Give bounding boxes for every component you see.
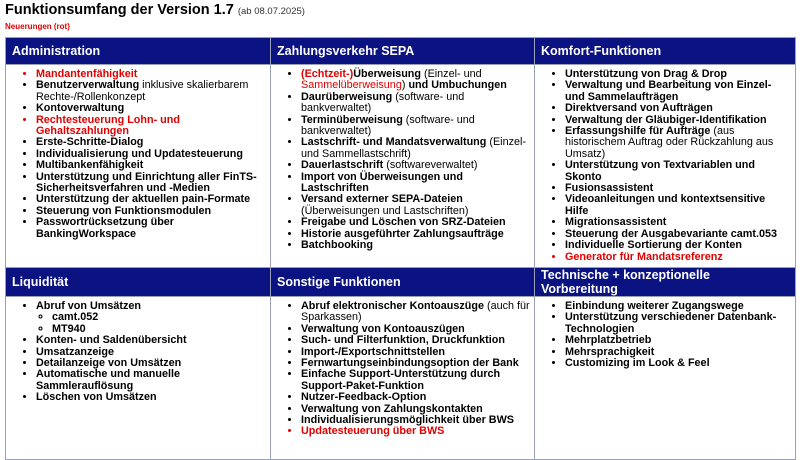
list-item: • Verwaltung von Zahlungskontakten xyxy=(301,404,530,415)
technische-list xyxy=(535,297,795,373)
list-item: • Unterstützung von Drag & Drop xyxy=(565,69,791,80)
administration-list xyxy=(6,65,270,244)
sub-item-mt940: ◦ MT940 xyxy=(52,324,266,335)
list-item: • Automatische und manuelle Sammlerauflösung xyxy=(36,369,266,392)
list-item: • Verwaltung und Bearbeitung von Einzel- und Sammelaufträgen xyxy=(565,80,791,103)
list-item: • Import von Überweisungen und Lastschriften xyxy=(301,172,530,195)
list-item: • Einbindung weiterer Zugangswege xyxy=(565,301,791,312)
header-row-1 xyxy=(6,38,796,65)
list-item: • Individualisierungsmöglichkeit über BWS xyxy=(301,415,530,426)
sonstige-header: Sonstige Funktionen xyxy=(271,267,535,296)
list-item: • Dauerlastschrift (softwareverwaltet) xyxy=(301,160,530,171)
header-row-2 xyxy=(6,267,796,296)
list-item: • Fusionsassistent xyxy=(565,183,791,194)
list-item: • Videoanleitungen und kontextsensitive Hilfe xyxy=(565,194,791,217)
list-item: • Erfassungshilfe für Aufträge (aus historischem Auftrag oder Rückzahlung aus Umsatz) xyxy=(565,126,791,160)
liquiditaet-header: Liquidität xyxy=(6,267,271,296)
list-item: • Multibankenfähigkeit xyxy=(36,160,266,171)
administration-header: Administration xyxy=(6,38,271,65)
liquiditaet-sublist xyxy=(36,312,266,335)
zahlungsverkehr-header: Zahlungsverkehr SEPA xyxy=(271,38,535,65)
list-item: • Verwaltung der Gläubiger-Identifikation xyxy=(565,115,791,126)
list-item: • Customizing im Look & Feel xyxy=(565,358,791,369)
legend-new-features: Neuerungen (rot) xyxy=(5,22,70,31)
content-row-2 xyxy=(6,296,796,459)
list-item: • Daurüberweisung (software- und bankverwaltet) xyxy=(301,92,530,115)
list-item: • Umsatzanzeige xyxy=(36,347,266,358)
technische-cell xyxy=(535,296,796,459)
komfort-list xyxy=(535,65,795,267)
komfort-cell xyxy=(535,65,796,268)
list-item: • Steuerung der Ausgabevariante camt.053 xyxy=(565,229,791,240)
zahlungsverkehr-cell xyxy=(271,65,535,268)
list-item: • Kontoverwaltung xyxy=(36,103,266,114)
liquiditaet-cell xyxy=(6,296,271,459)
list-item: • Mehrplatzbetrieb xyxy=(565,335,791,346)
list-item: • Benutzerverwaltung inklusive skalierbarem Rechte-/Rollenkonzept xyxy=(36,80,266,103)
list-item: • Individualisierung und Updatesteuerung xyxy=(36,149,266,160)
list-item: • Abruf von Umsätzen ◦ camt.052 ◦ MT940 xyxy=(36,301,266,335)
sub-item-camt052: ◦ camt.052 xyxy=(52,312,266,323)
list-item: • Detailanzeige von Umsätzen xyxy=(36,358,266,369)
list-item: • Lastschrift- und Mandatsverwaltung (Einzel- und Sammellastschrift) xyxy=(301,137,530,160)
list-item: • Verwaltung von Kontoauszügen xyxy=(301,324,530,335)
list-item: • Löschen von Umsätzen xyxy=(36,392,266,403)
title-text: Funktionsumfang der Version 1.7 xyxy=(5,2,234,18)
list-item: • Rechtesteuerung Lohn- und Gehaltszahlungen xyxy=(36,115,266,138)
feature-table xyxy=(5,37,796,460)
list-item: • Passwortrücksetzung über BankingWorkspace xyxy=(36,217,266,240)
page-title xyxy=(5,2,305,18)
technische-header: Technische + konzeptionelle Vorbereitung xyxy=(535,267,796,296)
list-item: • Unterstützung von Textvariablen und Skonto xyxy=(565,160,791,183)
list-item: • Such- und Filterfunktion, Druckfunktion xyxy=(301,335,530,346)
sonstige-cell xyxy=(271,296,535,459)
list-item: • Direktversand von Aufträgen xyxy=(565,103,791,114)
komfort-header: Komfort-Funktionen xyxy=(535,38,796,65)
list-item: • Historie ausgeführter Zahlungsaufträge xyxy=(301,229,530,240)
content-row-1 xyxy=(6,65,796,268)
administration-cell xyxy=(6,65,271,268)
list-item: • Batchbooking xyxy=(301,240,530,251)
list-item: • Unterstützung der aktuellen pain-Formate xyxy=(36,194,266,205)
list-item: • Terminüberweisung (software- und bankverwaltet) xyxy=(301,115,530,138)
list-item: • Versand externer SEPA-Dateien (Überweisungen und Lastschriften) xyxy=(301,194,530,217)
list-item: • Fernwartungseinbindungsoption der Bank xyxy=(301,358,530,369)
list-item: • Nutzer-Feedback-Option xyxy=(301,392,530,403)
list-item: • Mehrsprachigkeit xyxy=(565,347,791,358)
list-item: • Updatesteuerung über BWS xyxy=(301,426,530,437)
list-item: • Import-/Exportschnittstellen xyxy=(301,347,530,358)
list-item: • Unterstützung und Einrichtung aller FinTS-Sicherheitsverfahren und -Medien xyxy=(36,172,266,195)
list-item: • Konten- und Saldenübersicht xyxy=(36,335,266,346)
list-item: • Migrationsassistent xyxy=(565,217,791,228)
list-item: • Freigabe und Löschen von SRZ-Dateien xyxy=(301,217,530,228)
list-item: • (Echtzeit-)Überweisung (Einzel- und Sammelüberweisung) und Umbuchungen xyxy=(301,69,530,92)
list-item: • Steuerung von Funktionsmodulen xyxy=(36,206,266,217)
list-item: • Generator für Mandatsreferenz xyxy=(565,252,791,263)
list-item: • Abruf elektronischer Kontoauszüge (auch für Sparkassen) xyxy=(301,301,530,324)
zahlungsverkehr-list xyxy=(271,65,534,256)
list-item: • Erste-Schritte-Dialog xyxy=(36,137,266,148)
sonstige-list xyxy=(271,297,534,442)
list-item: • Individuelle Sortierung der Konten xyxy=(565,240,791,251)
list-item: • Unterstützung verschiedener Datenbank-Technologien xyxy=(565,312,791,335)
list-item: • Einfache Support-Unterstützung durch Support-Paket-Funktion xyxy=(301,369,530,392)
liquiditaet-list xyxy=(6,297,270,408)
date-note: (ab 08.07.2025) xyxy=(237,6,305,17)
list-item: • Mandantenfähigkeit xyxy=(36,69,266,80)
